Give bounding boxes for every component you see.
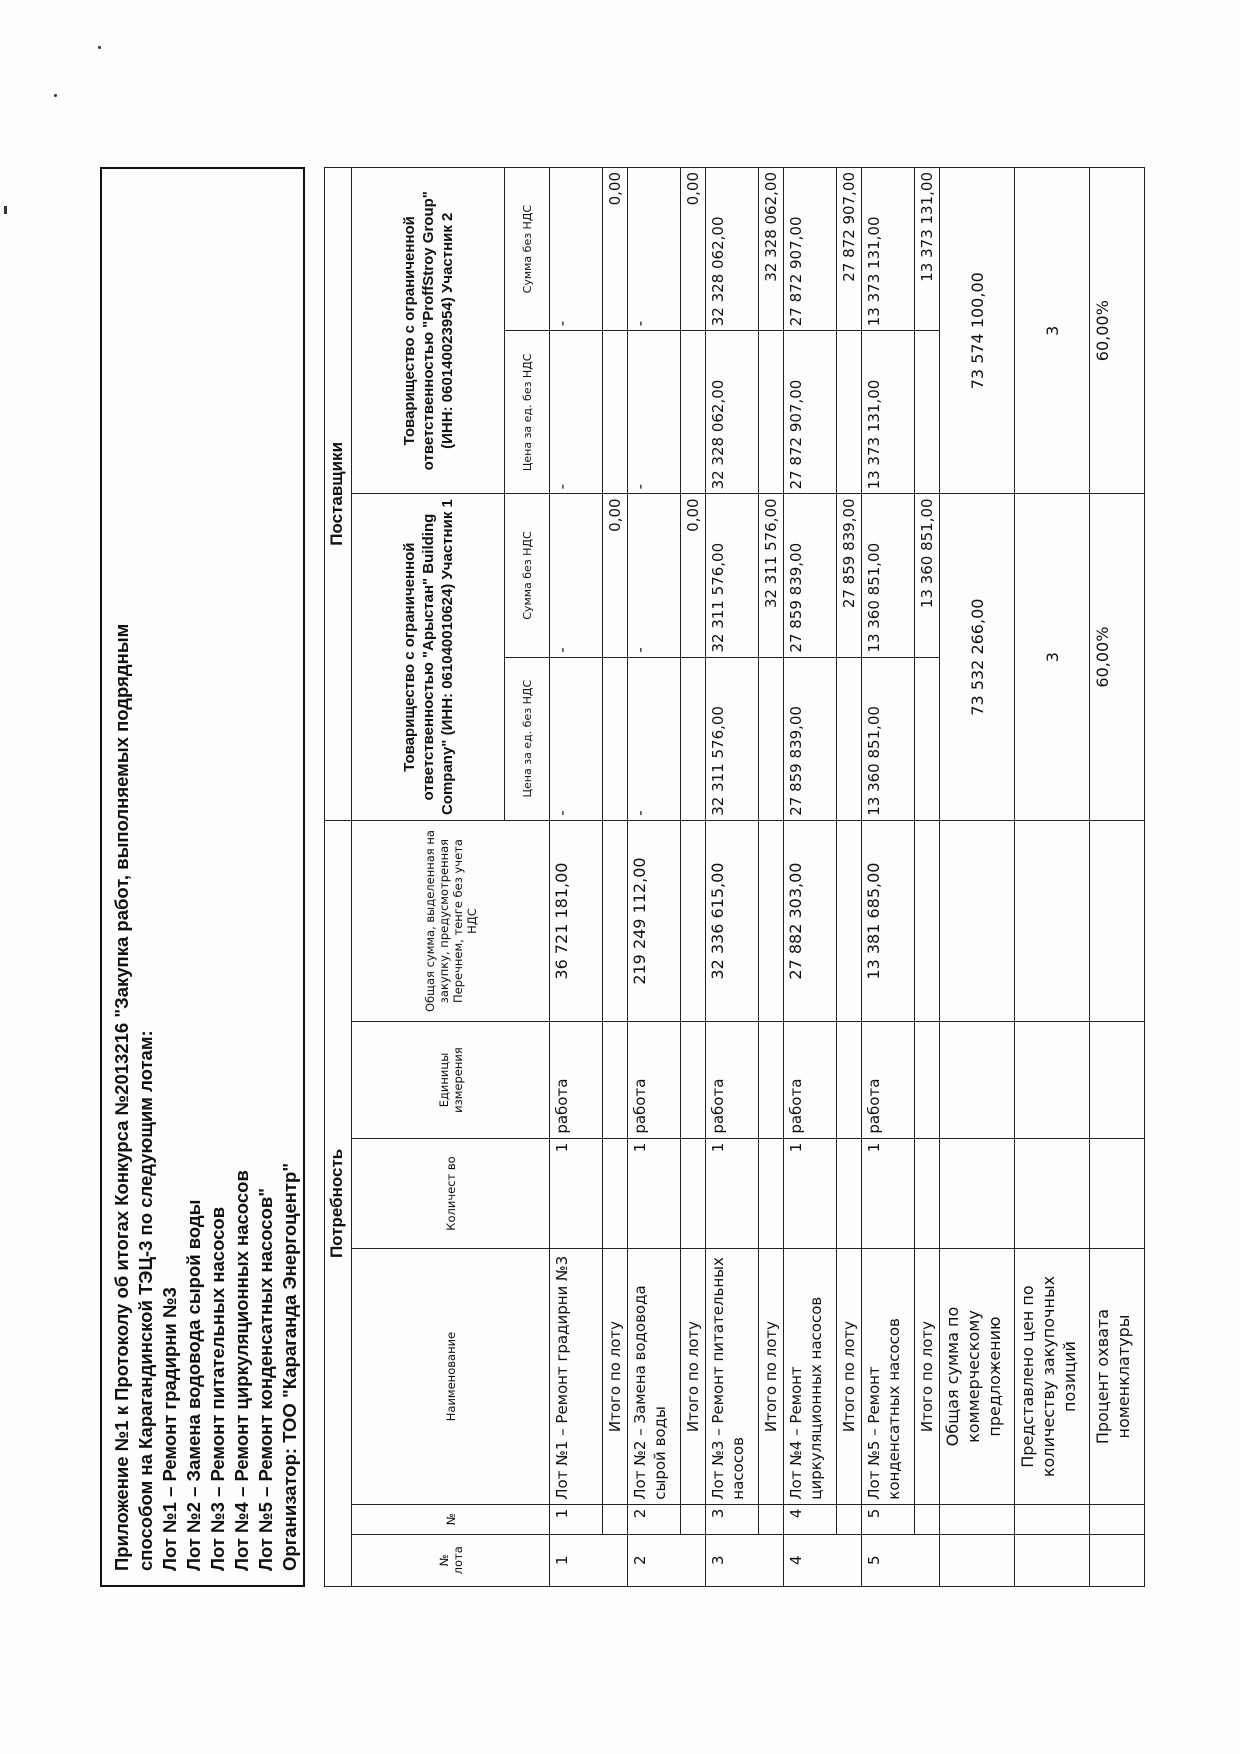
group-need: Потребность [325,820,352,1586]
item-unit: работа [706,1022,759,1138]
item-quantity: 1 [862,1138,915,1249]
subtotal-label: Итого по лоту [681,1249,706,1504]
item-number: 5 [862,1504,915,1534]
col-lot-number: № лота [352,1534,550,1586]
supplier-2-header: Товарищество с ограниченной ответственностью "ProffStroy Group" (ИНН: 060140023954) Участник 2 [352,168,505,494]
supplier-2-sum: - [628,168,681,331]
supplier-1-subtotal: 32 311 576,00 [759,494,784,657]
supplier-2-subtotal: 13 373 131,00 [915,168,940,331]
lot-number: 5 [862,1534,940,1586]
supplier-1-subtotal: 27 859 839,00 [837,494,862,657]
comparison-table [324,167,1145,1587]
subtotal-label: Итого по лоту [603,1249,628,1504]
lot-subtotal-row [681,168,706,1587]
supplier-1-coverage: 60,00% [1090,494,1145,820]
lot-number: 3 [706,1534,784,1586]
supplier-1-price: 13 360 851,00 [862,657,915,820]
supplier-2-sum-header: Сумма без НДС [505,168,550,331]
lot-subtotal-row [759,168,784,1587]
lot-row [550,168,603,1587]
supplier-2-sum: 32 328 062,00 [706,168,759,331]
supplier-2-price-header: Цена за ед. без НДС [505,331,550,494]
supplier-1-sum-header: Сумма без НДС [505,494,550,657]
lot-row [862,168,915,1587]
summary-label: Представлено цен по количеству закупочных позиций [1015,1249,1090,1504]
header-line: Лот №4 – Ремонт циркуляционных насосов [231,1170,252,1571]
summary-row-coverage [1090,168,1145,1587]
supplier-2-summary-total: 73 574 100,00 [940,168,1015,494]
supplier-2-price: - [550,331,603,494]
lot-subtotal-row [837,168,862,1587]
lot-row [784,168,837,1587]
supplier-1-sum: - [550,494,603,657]
supplier-1-positions: 3 [1015,494,1090,820]
supplier-2-sum: - [550,168,603,331]
item-name: Лот №5 – Ремонт конденсатных насосов [862,1249,915,1504]
header-line: Лот №5 – Ремонт конденсатных насосов" [255,1187,276,1571]
item-unit: работа [550,1022,603,1138]
subtotal-label: Итого по лоту [837,1249,862,1504]
item-unit: работа [628,1022,681,1138]
supplier-1-sum: 32 311 576,00 [706,494,759,657]
item-allocated-total: 27 882 303,00 [784,820,837,1022]
item-unit: работа [862,1022,915,1138]
supplier-2-sum: 13 373 131,00 [862,168,915,331]
header-line: Лот №3 – Ремонт питательных насосов [207,1206,228,1571]
rotated-document [100,167,1140,1587]
item-allocated-total: 32 336 615,00 [706,820,759,1022]
summary-row-total [940,168,1015,1587]
col-number: № [352,1504,550,1534]
header-line: Лот №2 – Замена водовода сырой воды [183,1199,204,1571]
supplier-2-subtotal: 0,00 [681,168,706,331]
item-allocated-total: 13 381 685,00 [862,820,915,1022]
lot-row [706,168,759,1587]
lot-number: 1 [550,1534,628,1586]
supplier-1-sum: - [628,494,681,657]
document-header [100,167,305,1587]
item-number: 2 [628,1504,681,1534]
supplier-1-subtotal: 0,00 [603,494,628,657]
supplier-2-sum: 27 872 907,00 [784,168,837,331]
item-quantity: 1 [628,1138,681,1249]
item-number: 3 [706,1504,759,1534]
item-number: 1 [550,1504,603,1534]
lot-subtotal-row [915,168,940,1587]
subtotal-label: Итого по лоту [759,1249,784,1504]
col-unit: Единицы измерения [352,1022,550,1138]
item-unit: работа [784,1022,837,1138]
lot-number: 2 [628,1534,706,1586]
supplier-1-subtotal: 13 360 851,00 [915,494,940,657]
header-line: Приложение №1 к Протоколу об итогах Конкурса №2013216 "Закупка работ, выполняемых подрядным [111,623,132,1571]
supplier-1-price: 27 859 839,00 [784,657,837,820]
lot-row [628,168,681,1587]
subtotal-label: Итого по лоту [915,1249,940,1504]
supplier-1-sum: 13 360 851,00 [862,494,915,657]
supplier-1-header: Товарищество с ограниченной ответственностью "Арыстан" Building Company" (ИНН: 061040010624) Участник 1 [352,494,505,820]
supplier-1-subtotal: 0,00 [681,494,706,657]
item-name: Лот №2 – Замена водовода сырой воды [628,1249,681,1504]
col-allocated-total: Общая сумма, выделенная на закупку, предусмотренная Перечнем, тенге без учета НДС [352,820,550,1022]
lot-number: 4 [784,1534,862,1586]
item-quantity: 1 [784,1138,837,1249]
supplier-1-price: 32 311 576,00 [706,657,759,820]
lot-subtotal-row [603,168,628,1587]
supplier-2-positions: 3 [1015,168,1090,494]
supplier-2-price: 27 872 907,00 [784,331,837,494]
item-name: Лот №4 – Ремонт циркуляционных насосов [784,1249,837,1504]
supplier-1-summary-total: 73 532 266,00 [940,494,1015,820]
header-line: Лот №1 – Ремонт градирни №3 [159,1287,180,1571]
group-header-row [325,168,352,1587]
summary-label: Общая сумма по коммерческому предложению [940,1249,1015,1504]
supplier-2-price: 13 373 131,00 [862,331,915,494]
column-header-row [352,168,505,1587]
item-quantity: 1 [706,1138,759,1249]
item-name: Лот №1 – Ремонт градирни №3 [550,1249,603,1504]
col-quantity: Количест во [352,1138,550,1249]
col-name: Наименование [352,1249,550,1504]
item-number: 4 [784,1504,837,1534]
header-line: Организатор: ТОО "Караганда Энергоцентр" [279,1162,300,1571]
summary-label: Процент охвата номенклатуры [1090,1249,1145,1504]
item-name: Лот №3 – Ремонт питательных насосов [706,1249,759,1504]
supplier-2-price: - [628,331,681,494]
summary-row-positions [1015,168,1090,1587]
supplier-1-sum: 27 859 839,00 [784,494,837,657]
supplier-2-price: 32 328 062,00 [706,331,759,494]
group-suppliers: Поставщики [325,168,352,821]
supplier-2-subtotal: 32 328 062,00 [759,168,784,331]
header-line: способом на Карагандинской ТЭЦ-3 по следующим лотам: [135,1030,156,1571]
supplier-2-subtotal: 27 872 907,00 [837,168,862,331]
supplier-1-price: - [550,657,603,820]
supplier-1-price-header: Цена за ед. без НДС [505,657,550,820]
supplier-1-price: - [628,657,681,820]
supplier-2-coverage: 60,00% [1090,168,1145,494]
item-allocated-total: 36 721 181,00 [550,820,603,1022]
supplier-2-subtotal: 0,00 [603,168,628,331]
item-allocated-total: 219 249 112,00 [628,820,681,1022]
item-quantity: 1 [550,1138,603,1249]
